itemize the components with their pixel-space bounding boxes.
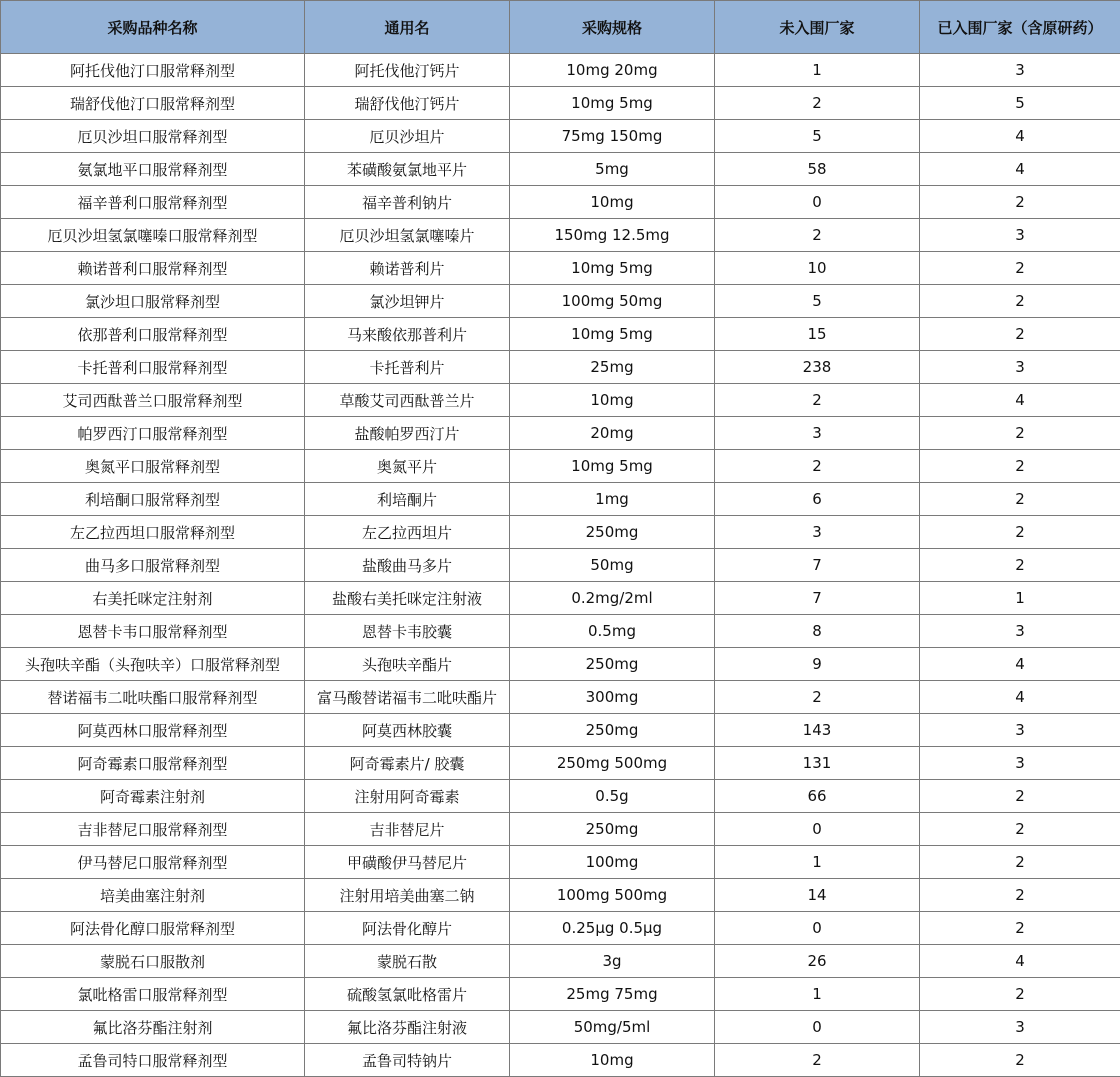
generic-name-cell[interactable]: 阿奇霉素片/ 胶囊 xyxy=(305,747,510,780)
procurement-spec-cell[interactable]: 100mg 50mg xyxy=(510,285,715,318)
generic-name-cell[interactable]: 草酸艾司西酞普兰片 xyxy=(305,384,510,417)
not-selected-count-cell[interactable]: 0 xyxy=(715,186,920,219)
not-selected-count-cell[interactable]: 8 xyxy=(715,615,920,648)
table-row xyxy=(1,978,1120,1011)
not-selected-count-cell[interactable]: 1 xyxy=(715,846,920,879)
procurement-spec-cell[interactable]: 10mg 5mg xyxy=(510,252,715,285)
table-row xyxy=(1,648,1120,681)
selected-count-cell[interactable]: 2 xyxy=(920,780,1120,813)
table-row xyxy=(1,615,1120,648)
procurement-variety-cell[interactable]: 阿托伐他汀口服常释剂型 xyxy=(1,54,305,87)
selected-count-cell[interactable]: 1 xyxy=(920,582,1120,615)
not-selected-count-cell[interactable]: 2 xyxy=(715,87,920,120)
procurement-variety-cell[interactable]: 孟鲁司特口服常释剂型 xyxy=(1,1044,305,1077)
generic-name-cell[interactable]: 氟比洛芬酯注射液 xyxy=(305,1011,510,1044)
procurement-variety-cell[interactable]: 氯吡格雷口服常释剂型 xyxy=(1,978,305,1011)
table-row xyxy=(1,813,1120,846)
procurement-variety-cell[interactable]: 左乙拉西坦口服常释剂型 xyxy=(1,516,305,549)
procurement-variety-cell[interactable]: 依那普利口服常释剂型 xyxy=(1,318,305,351)
selected-count-cell[interactable]: 2 xyxy=(920,252,1120,285)
procurement-variety-cell[interactable]: 卡托普利口服常释剂型 xyxy=(1,351,305,384)
selected-count-cell[interactable]: 2 xyxy=(920,879,1120,912)
table-row xyxy=(1,252,1120,285)
generic-name-cell[interactable]: 奥氮平片 xyxy=(305,450,510,483)
generic-name-cell[interactable]: 注射用阿奇霉素 xyxy=(305,780,510,813)
selected-count-cell[interactable]: 3 xyxy=(920,1011,1120,1044)
generic-name-cell[interactable]: 厄贝沙坦片 xyxy=(305,120,510,153)
procurement-spec-cell[interactable]: 250mg xyxy=(510,648,715,681)
table-row xyxy=(1,1044,1120,1077)
table-row xyxy=(1,516,1120,549)
procurement-variety-cell[interactable]: 福辛普利口服常释剂型 xyxy=(1,186,305,219)
not-selected-count-cell[interactable]: 14 xyxy=(715,879,920,912)
generic-name-cell[interactable]: 注射用培美曲塞二钠 xyxy=(305,879,510,912)
generic-name-cell[interactable]: 吉非替尼片 xyxy=(305,813,510,846)
selected-count-cell[interactable]: 4 xyxy=(920,945,1120,978)
table-row xyxy=(1,318,1120,351)
not-selected-count-cell[interactable]: 2 xyxy=(715,219,920,252)
selected-count-cell[interactable]: 3 xyxy=(920,714,1120,747)
selected-count-cell[interactable]: 3 xyxy=(920,219,1120,252)
generic-name-cell[interactable]: 左乙拉西坦片 xyxy=(305,516,510,549)
generic-name-cell[interactable]: 盐酸曲马多片 xyxy=(305,549,510,582)
not-selected-count-cell[interactable]: 2 xyxy=(715,1044,920,1077)
table-row xyxy=(1,912,1120,945)
header-row xyxy=(1,1,1120,54)
header-generic-name[interactable]: 通用名 xyxy=(305,1,510,54)
selected-count-cell[interactable]: 4 xyxy=(920,153,1120,186)
procurement-variety-cell[interactable]: 氨氯地平口服常释剂型 xyxy=(1,153,305,186)
selected-count-cell[interactable]: 2 xyxy=(920,318,1120,351)
not-selected-count-cell[interactable]: 0 xyxy=(715,912,920,945)
selected-count-cell[interactable]: 2 xyxy=(920,516,1120,549)
procurement-spec-cell[interactable]: 10mg 5mg xyxy=(510,318,715,351)
table-row xyxy=(1,120,1120,153)
procurement-spec-cell[interactable]: 3g xyxy=(510,945,715,978)
not-selected-count-cell[interactable]: 2 xyxy=(715,384,920,417)
header-not-selected-manufacturers[interactable]: 未入围厂家 xyxy=(715,1,920,54)
procurement-spec-cell[interactable]: 75mg 150mg xyxy=(510,120,715,153)
table-header xyxy=(1,1,1120,54)
generic-name-cell[interactable]: 利培酮片 xyxy=(305,483,510,516)
not-selected-count-cell[interactable]: 131 xyxy=(715,747,920,780)
generic-name-cell[interactable]: 赖诺普利片 xyxy=(305,252,510,285)
procurement-spec-cell[interactable]: 250mg xyxy=(510,714,715,747)
procurement-variety-cell[interactable]: 头孢呋辛酯（头孢呋辛）口服常释剂型 xyxy=(1,648,305,681)
table-body xyxy=(1,54,1120,1077)
procurement-spec-cell[interactable]: 10mg 5mg xyxy=(510,87,715,120)
table-row xyxy=(1,186,1120,219)
generic-name-cell[interactable]: 阿托伐他汀钙片 xyxy=(305,54,510,87)
table-row xyxy=(1,153,1120,186)
procurement-variety-cell[interactable]: 蒙脱石口服散剂 xyxy=(1,945,305,978)
not-selected-count-cell[interactable]: 26 xyxy=(715,945,920,978)
not-selected-count-cell[interactable]: 66 xyxy=(715,780,920,813)
table-row xyxy=(1,714,1120,747)
procurement-spec-cell[interactable]: 25mg xyxy=(510,351,715,384)
table-row xyxy=(1,582,1120,615)
procurement-spec-cell[interactable]: 10mg xyxy=(510,1044,715,1077)
generic-name-cell[interactable]: 瑞舒伐他汀钙片 xyxy=(305,87,510,120)
procurement-spec-cell[interactable]: 150mg 12.5mg xyxy=(510,219,715,252)
procurement-spec-cell[interactable]: 300mg xyxy=(510,681,715,714)
procurement-spec-cell[interactable]: 10mg xyxy=(510,384,715,417)
procurement-variety-cell[interactable]: 曲马多口服常释剂型 xyxy=(1,549,305,582)
generic-name-cell[interactable]: 盐酸帕罗西汀片 xyxy=(305,417,510,450)
procurement-variety-cell[interactable]: 厄贝沙坦口服常释剂型 xyxy=(1,120,305,153)
procurement-spec-cell[interactable]: 25mg 75mg xyxy=(510,978,715,1011)
selected-count-cell[interactable]: 4 xyxy=(920,681,1120,714)
table-row xyxy=(1,87,1120,120)
generic-name-cell[interactable]: 富马酸替诺福韦二吡呋酯片 xyxy=(305,681,510,714)
selected-count-cell[interactable]: 4 xyxy=(920,384,1120,417)
header-procurement-variety[interactable]: 采购品种名称 xyxy=(1,1,305,54)
not-selected-count-cell[interactable]: 143 xyxy=(715,714,920,747)
table-row xyxy=(1,351,1120,384)
header-selected-manufacturers[interactable]: 已入围厂家（含原研药） xyxy=(920,1,1120,54)
table-row xyxy=(1,681,1120,714)
not-selected-count-cell[interactable]: 2 xyxy=(715,681,920,714)
table-row xyxy=(1,879,1120,912)
not-selected-count-cell[interactable]: 7 xyxy=(715,582,920,615)
procurement-variety-cell[interactable]: 厄贝沙坦氢氯噻嗪口服常释剂型 xyxy=(1,219,305,252)
not-selected-count-cell[interactable]: 1 xyxy=(715,978,920,1011)
generic-name-cell[interactable]: 头孢呋辛酯片 xyxy=(305,648,510,681)
generic-name-cell[interactable]: 卡托普利片 xyxy=(305,351,510,384)
selected-count-cell[interactable]: 3 xyxy=(920,615,1120,648)
procurement-variety-cell[interactable]: 氟比洛芬酯注射剂 xyxy=(1,1011,305,1044)
generic-name-cell[interactable]: 孟鲁司特钠片 xyxy=(305,1044,510,1077)
procurement-variety-cell[interactable]: 利培酮口服常释剂型 xyxy=(1,483,305,516)
procurement-spec-cell[interactable]: 250mg xyxy=(510,813,715,846)
procurement-spec-cell[interactable]: 0.25μg 0.5μg xyxy=(510,912,715,945)
table-row xyxy=(1,846,1120,879)
procurement-spec-cell[interactable]: 100mg 500mg xyxy=(510,879,715,912)
procurement-spec-cell[interactable]: 0.2mg/2ml xyxy=(510,582,715,615)
selected-count-cell[interactable]: 2 xyxy=(920,846,1120,879)
not-selected-count-cell[interactable]: 9 xyxy=(715,648,920,681)
procurement-variety-cell[interactable]: 吉非替尼口服常释剂型 xyxy=(1,813,305,846)
procurement-variety-cell[interactable]: 伊马替尼口服常释剂型 xyxy=(1,846,305,879)
procurement-spec-cell[interactable]: 5mg xyxy=(510,153,715,186)
selected-count-cell[interactable]: 2 xyxy=(920,417,1120,450)
procurement-variety-cell[interactable]: 奥氮平口服常释剂型 xyxy=(1,450,305,483)
not-selected-count-cell[interactable]: 10 xyxy=(715,252,920,285)
not-selected-count-cell[interactable]: 5 xyxy=(715,120,920,153)
generic-name-cell[interactable]: 氯沙坦钾片 xyxy=(305,285,510,318)
not-selected-count-cell[interactable]: 7 xyxy=(715,549,920,582)
table-row xyxy=(1,747,1120,780)
selected-count-cell[interactable]: 3 xyxy=(920,54,1120,87)
not-selected-count-cell[interactable]: 2 xyxy=(715,450,920,483)
procurement-variety-cell[interactable]: 阿奇霉素口服常释剂型 xyxy=(1,747,305,780)
generic-name-cell[interactable]: 盐酸右美托咪定注射液 xyxy=(305,582,510,615)
procurement-variety-cell[interactable]: 氯沙坦口服常释剂型 xyxy=(1,285,305,318)
generic-name-cell[interactable]: 阿法骨化醇片 xyxy=(305,912,510,945)
procurement-spec-cell[interactable]: 10mg 5mg xyxy=(510,450,715,483)
procurement-spec-cell[interactable]: 100mg xyxy=(510,846,715,879)
procurement-spec-cell[interactable]: 50mg/5ml xyxy=(510,1011,715,1044)
procurement-variety-cell[interactable]: 替诺福韦二吡呋酯口服常释剂型 xyxy=(1,681,305,714)
not-selected-count-cell[interactable]: 58 xyxy=(715,153,920,186)
procurement-variety-cell[interactable]: 右美托咪定注射剂 xyxy=(1,582,305,615)
table-row xyxy=(1,285,1120,318)
generic-name-cell[interactable]: 福辛普利钠片 xyxy=(305,186,510,219)
not-selected-count-cell[interactable]: 1 xyxy=(715,54,920,87)
procurement-spec-cell[interactable]: 0.5mg xyxy=(510,615,715,648)
procurement-spec-cell[interactable]: 20mg xyxy=(510,417,715,450)
procurement-spec-cell[interactable]: 250mg 500mg xyxy=(510,747,715,780)
procurement-variety-cell[interactable]: 阿奇霉素注射剂 xyxy=(1,780,305,813)
not-selected-count-cell[interactable]: 0 xyxy=(715,813,920,846)
header-procurement-spec[interactable]: 采购规格 xyxy=(510,1,715,54)
not-selected-count-cell[interactable]: 238 xyxy=(715,351,920,384)
generic-name-cell[interactable]: 蒙脱石散 xyxy=(305,945,510,978)
procurement-variety-cell[interactable]: 阿莫西林口服常释剂型 xyxy=(1,714,305,747)
selected-count-cell[interactable]: 2 xyxy=(920,813,1120,846)
table-row xyxy=(1,549,1120,582)
generic-name-cell[interactable]: 马来酸依那普利片 xyxy=(305,318,510,351)
procurement-variety-cell[interactable]: 艾司西酞普兰口服常释剂型 xyxy=(1,384,305,417)
generic-name-cell[interactable]: 恩替卡韦胶囊 xyxy=(305,615,510,648)
procurement-spec-cell[interactable]: 250mg xyxy=(510,516,715,549)
selected-count-cell[interactable]: 2 xyxy=(920,450,1120,483)
selected-count-cell[interactable]: 5 xyxy=(920,87,1120,120)
procurement-variety-cell[interactable]: 培美曲塞注射剂 xyxy=(1,879,305,912)
selected-count-cell[interactable]: 3 xyxy=(920,747,1120,780)
procurement-variety-cell[interactable]: 恩替卡韦口服常释剂型 xyxy=(1,615,305,648)
table-row xyxy=(1,945,1120,978)
selected-count-cell[interactable]: 2 xyxy=(920,978,1120,1011)
table-row xyxy=(1,1011,1120,1044)
procurement-spec-cell[interactable]: 10mg 20mg xyxy=(510,54,715,87)
selected-count-cell[interactable]: 2 xyxy=(920,483,1120,516)
table-row xyxy=(1,219,1120,252)
table-row xyxy=(1,384,1120,417)
procurement-variety-cell[interactable]: 帕罗西汀口服常释剂型 xyxy=(1,417,305,450)
generic-name-cell[interactable]: 阿莫西林胶囊 xyxy=(305,714,510,747)
not-selected-count-cell[interactable]: 3 xyxy=(715,417,920,450)
procurement-variety-cell[interactable]: 瑞舒伐他汀口服常释剂型 xyxy=(1,87,305,120)
selected-count-cell[interactable]: 2 xyxy=(920,549,1120,582)
table-row xyxy=(1,780,1120,813)
procurement-spec-cell[interactable]: 10mg xyxy=(510,186,715,219)
selected-count-cell[interactable]: 2 xyxy=(920,1044,1120,1077)
generic-name-cell[interactable]: 甲磺酸伊马替尼片 xyxy=(305,846,510,879)
not-selected-count-cell[interactable]: 6 xyxy=(715,483,920,516)
table-row xyxy=(1,54,1120,87)
not-selected-count-cell[interactable]: 0 xyxy=(715,1011,920,1044)
procurement-spec-cell[interactable]: 1mg xyxy=(510,483,715,516)
table-row xyxy=(1,417,1120,450)
selected-count-cell[interactable]: 2 xyxy=(920,285,1120,318)
selected-count-cell[interactable]: 2 xyxy=(920,186,1120,219)
generic-name-cell[interactable]: 硫酸氢氯吡格雷片 xyxy=(305,978,510,1011)
procurement-spec-cell[interactable]: 0.5g xyxy=(510,780,715,813)
not-selected-count-cell[interactable]: 5 xyxy=(715,285,920,318)
table-row xyxy=(1,450,1120,483)
procurement-spec-cell[interactable]: 50mg xyxy=(510,549,715,582)
table-row xyxy=(1,483,1120,516)
selected-count-cell[interactable]: 4 xyxy=(920,120,1120,153)
selected-count-cell[interactable]: 4 xyxy=(920,648,1120,681)
generic-name-cell[interactable]: 苯磺酸氨氯地平片 xyxy=(305,153,510,186)
procurement-variety-cell[interactable]: 赖诺普利口服常释剂型 xyxy=(1,252,305,285)
not-selected-count-cell[interactable]: 15 xyxy=(715,318,920,351)
procurement-variety-cell[interactable]: 阿法骨化醇口服常释剂型 xyxy=(1,912,305,945)
selected-count-cell[interactable]: 2 xyxy=(920,912,1120,945)
not-selected-count-cell[interactable]: 3 xyxy=(715,516,920,549)
generic-name-cell[interactable]: 厄贝沙坦氢氯噻嗪片 xyxy=(305,219,510,252)
selected-count-cell[interactable]: 3 xyxy=(920,351,1120,384)
